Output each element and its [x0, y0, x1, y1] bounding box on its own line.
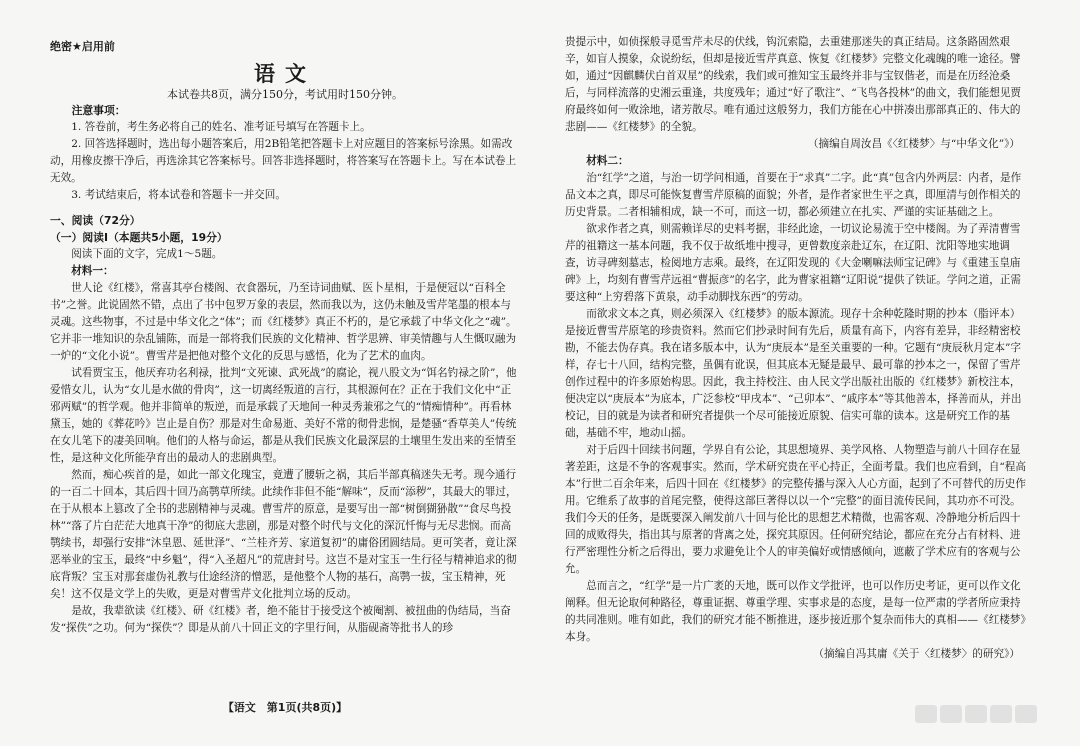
material-2-para-5: 总而言之，“红学”是一片广袤的天地，既可以作文学批评，也可以作历史考证，更可以作文化阐释。但无论取何种路径，尊重证据、尊重学理、实事求是的态度，是每一位严肃的学者所应秉持的共同准则。唯有如此，我们的研究才能不断推进，逐步接近那个复杂而伟大的真相——《红楼梦》本身。 — [565, 580, 1026, 643]
material-1-para-1: 世人论《红楼》，常喜其亭台楼阁、衣食器玩，乃至诗词曲赋、医卜星相，于是便冠以“百科全书”之誉。此说固然不错，点出了书中包罗万象的表层，然而我以为，这仍未触及雪芹笔墨的根本与灵魂。这些物事，不过是中华文化之“体”；而《红楼梦》真正不朽的，是它承载了中华文化之“魂”。它并非一堆知识的杂乱铺陈，而是一部将我们民族的文化精神、哲学思辨、审美情趣与人生慨叹融为一炉的“文化小说”。曹雪芹是把他对整个文化的反思与感悟，化为了艺术的血肉。 — [50, 282, 517, 362]
subsection-heading: （一）阅读Ⅰ（本题共5小题，19分） — [50, 231, 228, 244]
material-1-label: 材料一： — [71, 265, 114, 277]
section-heading: 一、阅读（72分） — [50, 214, 141, 227]
notice-item-3: 3. 考试结束后，将本试卷和答题卡一并交回。 — [71, 189, 286, 201]
material-2-source: （摘编自冯其庸《关于〈红楼梦〉的研究》） — [813, 648, 1020, 660]
material-1-source: （摘编自周汝昌《〈红楼梦〉与“中华文化”》） — [807, 138, 1020, 150]
page-title: 语文 — [254, 62, 316, 86]
notice-item-2: 2. 回答选择题时，选出每小题答案后，用2B铅笔把答题卡上对应题目的答案标号涂黑。如需改动，用橡皮擦干净后，再选涂其它答案标号。回答非选择题时，将答案写在答题卡上。写在本试卷上无效。 — [50, 138, 517, 184]
material-1-para-2: 试看贾宝玉，他厌弃功名利禄，批判“文死谏、武死战”的腐论，视八股文为“饵名钓禄之阶”，他爱惜女儿，认为“女儿是水做的骨肉”，这一切离经叛道的言行，其根源何在？正在于我们文化中“正邪两赋”的哲学观。他并非简单的叛逆，而是承载了天地间一种灵秀兼邪之气的“情痴情种”。再看林黛玉，她的《葬花吟》岂止是自伤？那是对生命易逝、美好不常的彻骨悲悯，是楚骚“香草美人”传统在女儿笔下的凄美回响。他们的人格与命运，都是从我们民族文化最深层的土壤里生发出来的至情至性，是这种文化所能孕育出的最动人的悲剧典型。 — [50, 367, 517, 464]
left-column — [50, 102, 520, 637]
material-2-para-4: 对于后四十回续书问题，学界自有公论，其思想境界、美学风格、人物塑造与前八十回存在显著差距，这是不争的客观事实。然而，学术研究贵在平心持正，全面考量。我们也应看到，自“程高本”行世二百余年来，后四十回在《红楼梦》的完整传播与深入人心方面，起到了不可替代的历史作用。它维系了故事的首尾完整，使得这部巨著得以以一个“完整”的面目流传民间，其功亦不可没。我们今天的任务，是既要深入阐发前八十回与伦比的思想艺术精微，也需客观、冷静地分析后四十回的成败得失，指出其与原著的背离之处，探究其原因。任何研究结论，都应在充分占有材料、进行严密理性分析之后得出，要力求避免让个人的审美偏好或情感倾向，遮蔽了学术应有的客观与公允。 — [565, 444, 1026, 575]
material-1-para-4: 是故，我辈欲读《红楼》、研《红楼》者，绝不能甘于接受这个被阉割、被扭曲的伪结局，当奋发“探佚”之功。何为“探佚”？即是从前八十回正文的字里行间，从脂砚斋等批书人的珍 — [50, 605, 511, 634]
watermark-icons — [915, 705, 1065, 727]
notice-item-1: 1. 答卷前，考生务必将自己的姓名、准考证号填写在答题卡上。 — [71, 121, 371, 133]
confidential-label: 绝密★启用前 — [50, 40, 115, 53]
exam-info: 本试卷共8页，满分150分，考试用时150分钟。 — [167, 88, 403, 101]
material-2-label: 材料二： — [586, 155, 629, 167]
right-column — [565, 34, 1030, 663]
instruction: 阅读下面的文字，完成1～5题。 — [71, 248, 223, 260]
material-2-para-1: 治“红学”之道，与治一切学问相通，首要在于“求真”二字。此“真”包含内外两层：内者，是作品文本之真，即尽可能恢复曹雪芹原稿的面貌；外者，是作者家世生平之真，即厘清与创作相关的历史背景。二者相辅相成，缺一不可，而这一切，都必须建立在扎实、严谨的实证基础之上。 — [565, 172, 1022, 218]
material-1-continued: 贵提示中，如侦探般寻觅雪芹未尽的伏线，钩沉索隐，去重建那迷失的真正结局。这条路固然艰辛，如盲人摸象，众说纷纭，但却是接近雪芹真意、恢复《红楼梦》完整文化魂魄的唯一途径。譬如，通过“因麒麟伏白首双星”的线索，我们或可推知宝玉最终并非与宝钗偕老，而是在历经沧桑后，与同样流落的史湘云重逢，共度残年；通过“好了歌注”、“飞鸟各投林”的曲文，我们能想见贾府最终如何一败涂地，诸芳散尽。唯有通过这般努力，我们方能在心中拼凑出那部真正的、伟大的悲剧——《红楼梦》的全貌。 — [565, 36, 1022, 133]
notice-heading: 注意事项： — [71, 104, 126, 117]
material-1-para-3: 然而，痴心疾首的是，如此一部文化瑰宝，竟遭了腰斩之祸，其后半部真稿迷失无考。现今通行的一百二十回本，其后四十回乃高鹗草所续。此续作非但不能“解味”，反而“添秽”，其最大的罪过，在于从根本上篡改了全书的悲剧精神与灵魂。曹雪芹的原意，是要写出一部“树倒猢狲散”“食尽鸟投林”“落了片白茫茫大地真干净”的彻底大悲剧，那是对整个时代与文化的深沉忏悔与无尽悲悯。而高鹗续书，却强行安排“沐皇恩、延世泽”、“兰桂齐芳、家道复初”的庸俗团圆结局。更可笑者，竟让深恶举业的宝玉，最终“中乡魁”，得“入圣超凡”的荒唐封号。这岂不是对宝玉一生行径与精神追求的彻底背叛？宝玉对那套虚伪礼教与仕途经济的憎恶，是他整个人物的基石，高鹗一拔，宝玉精神，死矣！这不仅是文学上的失败，更是对曹雪芹文化批判立场的反动。 — [50, 469, 517, 600]
page-footer: 【语文 第1页(共8页)】 — [222, 701, 348, 714]
material-2-para-2: 欲求作者之真，则需赖详尽的史料考据，非经此途，一切议论易流于空中楼阁。为了弄清曹雪芹的祖籍这一基本问题，我不仅于故纸堆中搜寻，更曾数度亲赴辽东，在辽阳、沈阳等地实地调查，访寻碑刻墓志，检阅地方志乘。最终，在辽阳发现的《大金喇嘛法师宝记碑》与《重建玉皇庙碑》上，均刻有曹雪芹远祖“曹振彦”的名字，此为曹家祖籍“辽阳说”提供了铁证。学问之道，正需要这种“上穷碧落下黄泉，动手动脚找东西”的劳动。 — [565, 223, 1022, 303]
material-2-para-3: 而欲求文本之真，则必须深入《红楼梦》的版本源流。现存十余种乾隆时期的抄本（脂评本）是接近曹雪芹原笔的珍贵资料。然而它们抄录时间有先后，质量有高下，内容有差异，非经精密校勘，不能去伪存真。我在诸多版本中，认为“庚辰本”是至关重要的一种。它题有“庚辰秋月定本”字样，存七十八回，结构完整，虽偶有讹误，但其底本无疑是最早、最可靠的抄本之一，保留了雪芹创作过程中的许多原始构思。因此，我主持校注、由人民文学出版社出版的《红楼梦》新校注本，便决定以“庚辰本”为底本，广泛参校“甲戌本”、“己卯本”、“戚序本”等其他善本，择善而从，并出校记，目的就是为读者和研究者提供一个尽可能接近原貌、信实可靠的读本。这是研究工作的基础，基础不牢，地动山摇。 — [565, 308, 1022, 439]
